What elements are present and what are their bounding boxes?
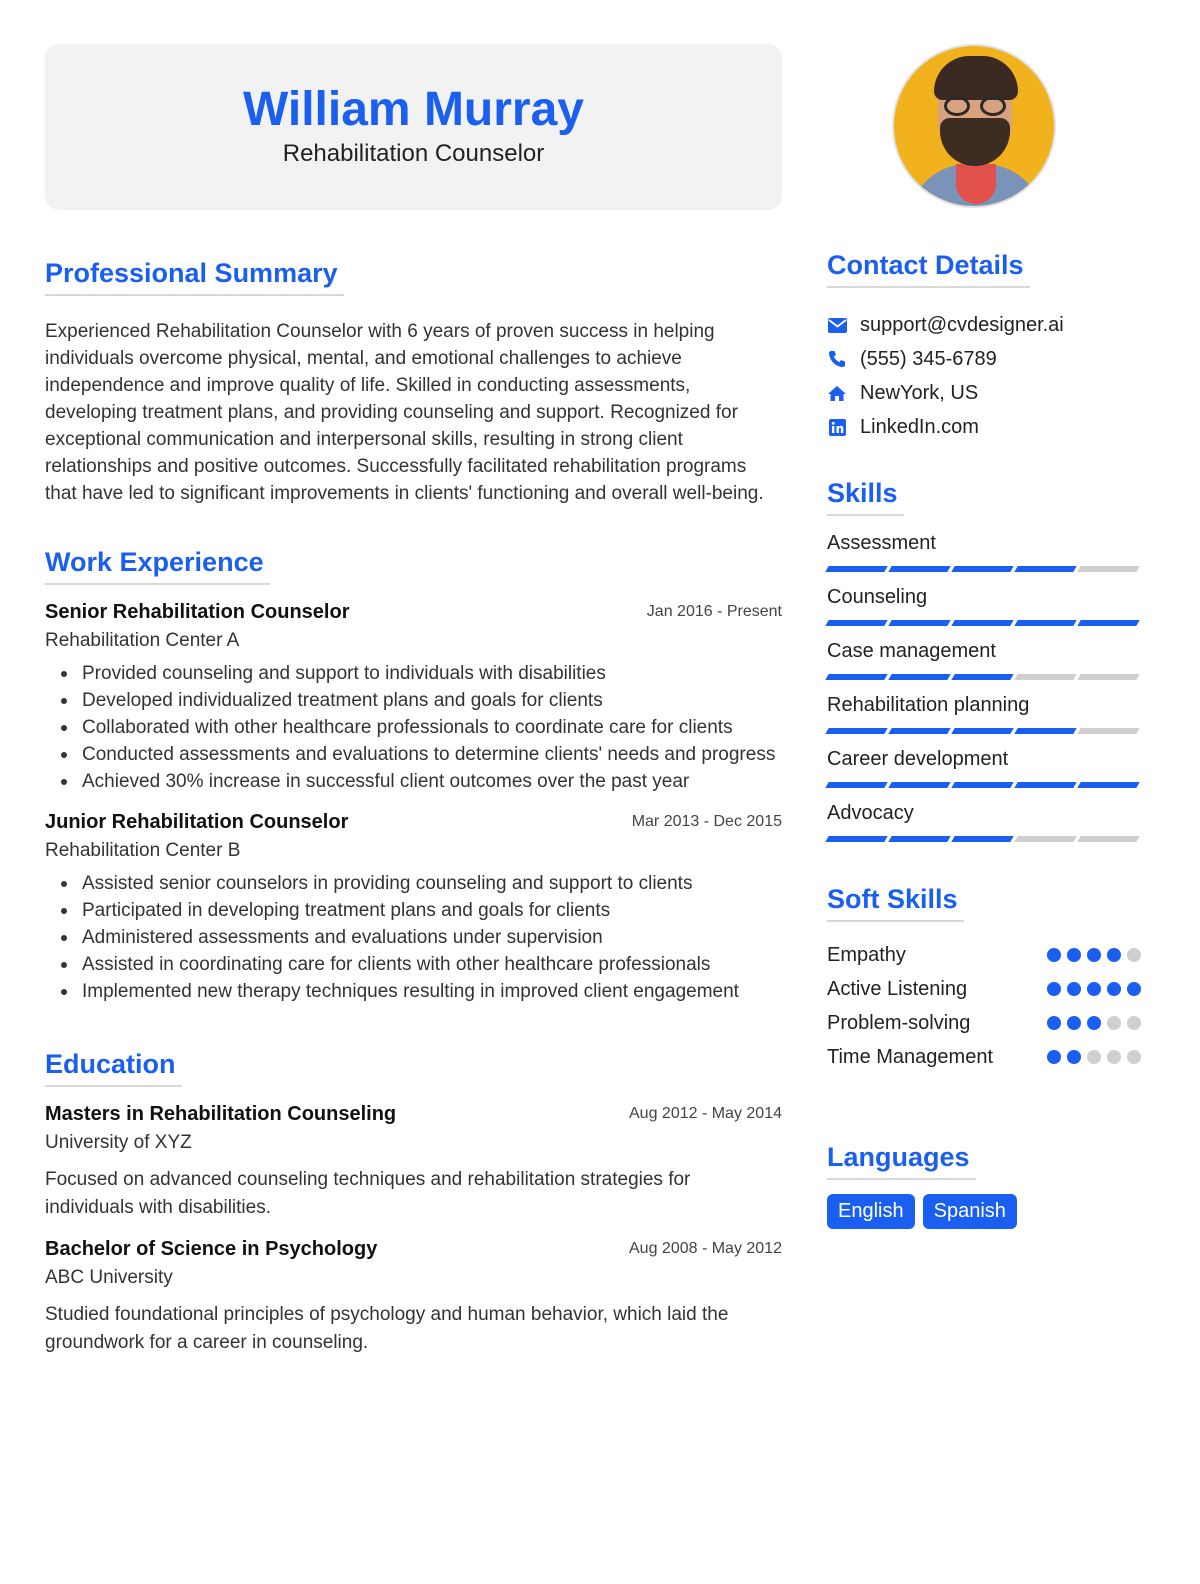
bullet-item: Participated in developing treatment plans and goals for clients (45, 897, 782, 924)
skill-label: Career development (827, 748, 1009, 770)
contact-email-text: support@cvdesigner.ai (860, 313, 1064, 336)
rating-dot (1127, 1016, 1141, 1030)
rating-dot (1047, 948, 1061, 962)
education-entry (45, 1238, 782, 1357)
rating-dot (1087, 982, 1101, 996)
languages-list (827, 1194, 1157, 1229)
soft-skill-item (827, 972, 1157, 1006)
skill-segment (888, 674, 950, 680)
skill-level-bar (827, 674, 1157, 680)
education-description: Focused on advanced counseling techniques and rehabilitation strategies for individuals with disabilities. (45, 1169, 691, 1218)
skill-level-bar (827, 782, 1157, 788)
soft-skill-rating (1047, 1016, 1141, 1030)
skill-segment (951, 566, 1013, 572)
rating-dot (1107, 948, 1121, 962)
soft-skill-rating (1047, 948, 1141, 962)
rating-dot (1087, 1016, 1101, 1030)
skill-label: Case management (827, 640, 996, 662)
job-date: Mar 2013 - Dec 2015 (631, 813, 782, 830)
photo-tee (956, 164, 996, 204)
job-entry (45, 811, 782, 1005)
soft-skill-rating (1047, 982, 1141, 996)
skill-segment (825, 620, 887, 626)
education-date: Aug 2012 - May 2014 (629, 1105, 782, 1122)
skills-title: Skills (827, 478, 904, 516)
skill-segment (1077, 674, 1139, 680)
skill-label: Counseling (827, 586, 928, 608)
candidate-role: Rehabilitation Counselor (282, 140, 545, 167)
soft-skills-title: Soft Skills (827, 884, 964, 922)
rating-dot (1127, 1050, 1141, 1064)
skill-item (827, 748, 1157, 788)
skill-segment (1014, 620, 1076, 626)
rating-dot (1107, 1050, 1121, 1064)
rating-dot (1087, 948, 1101, 962)
contact-linkedin-text: LinkedIn.com (860, 415, 979, 438)
skill-segment (825, 566, 887, 572)
contact-list (827, 308, 1157, 444)
job-entry (45, 601, 782, 795)
contact-location-text: NewYork, US (860, 381, 979, 404)
education-title: Education (45, 1049, 182, 1087)
home-icon (827, 383, 847, 403)
rating-dot (1067, 948, 1081, 962)
contact-linkedin[interactable] (827, 410, 1157, 444)
main-column (45, 44, 782, 1357)
skill-item (827, 694, 1157, 734)
bullet-item: Developed individualized treatment plans and goals for clients (45, 687, 782, 714)
photo-glasses-left (944, 96, 970, 116)
rating-dot (1087, 1050, 1101, 1064)
skill-label: Rehabilitation planning (827, 694, 1030, 716)
skill-segment (1077, 728, 1139, 734)
school-name: University of XYZ (45, 1132, 192, 1153)
school-name: ABC University (45, 1267, 173, 1288)
soft-skill-label: Empathy (827, 943, 906, 966)
bullet-item: Provided counseling and support to individuals with disabilities (45, 660, 782, 687)
skill-level-bar (827, 566, 1157, 572)
bullet-item: Achieved 30% increase in successful client outcomes over the past year (45, 768, 782, 795)
contact-email[interactable] (827, 308, 1157, 342)
soft-skill-label: Time Management (827, 1045, 993, 1068)
job-bullets (45, 870, 782, 1005)
contact-phone[interactable] (827, 342, 1157, 376)
skill-segment (888, 728, 950, 734)
skill-segment (1014, 728, 1076, 734)
rating-dot (1067, 1050, 1081, 1064)
skill-segment (888, 566, 950, 572)
bullet-item: Collaborated with other healthcare professionals to coordinate care for clients (45, 714, 782, 741)
rating-dot (1067, 982, 1081, 996)
skill-segment (951, 674, 1013, 680)
skill-label: Assessment (827, 532, 936, 554)
job-company: Rehabilitation Center A (45, 630, 240, 651)
skill-level-bar (827, 620, 1157, 626)
job-title: Junior Rehabilitation Counselor (45, 811, 349, 833)
skill-level-bar (827, 836, 1157, 842)
bullet-item: Assisted in coordinating care for clients with other healthcare professionals (45, 951, 782, 978)
degree-title: Masters in Rehabilitation Counseling (45, 1103, 397, 1125)
skill-segment (1014, 782, 1076, 788)
skill-segment (951, 620, 1013, 626)
language-tag: Spanish (923, 1194, 1017, 1229)
language-tag: English (827, 1194, 915, 1229)
phone-icon (827, 349, 847, 369)
skill-segment (888, 836, 950, 842)
skill-segment (825, 674, 887, 680)
degree-title: Bachelor of Science in Psychology (45, 1238, 378, 1260)
bullet-item: Assisted senior counselors in providing counseling and support to clients (45, 870, 782, 897)
soft-skill-label: Problem-solving (827, 1011, 971, 1034)
job-date: Jan 2016 - Present (646, 603, 782, 620)
skill-segment (1014, 674, 1076, 680)
skill-segment (825, 836, 887, 842)
skill-segment (1077, 566, 1139, 572)
skill-segment (1077, 782, 1139, 788)
rating-dot (1047, 1016, 1061, 1030)
skill-item (827, 802, 1157, 842)
soft-skill-item (827, 938, 1157, 972)
soft-skill-item (827, 1006, 1157, 1040)
skill-segment (951, 782, 1013, 788)
contact-title: Contact Details (827, 250, 1030, 288)
summary-title: Professional Summary (45, 258, 344, 296)
skill-segment (825, 728, 887, 734)
linkedin-icon (827, 417, 847, 437)
rating-dot (1047, 982, 1061, 996)
rating-dot (1107, 1016, 1121, 1030)
skill-segment (825, 782, 887, 788)
soft-skill-rating (1047, 1050, 1141, 1064)
photo-beard (940, 118, 1010, 166)
soft-skill-item (827, 1040, 1157, 1074)
rating-dot (1127, 948, 1141, 962)
skill-item (827, 640, 1157, 680)
skill-segment (888, 782, 950, 788)
contact-phone-text: (555) 345-6789 (860, 347, 997, 370)
skill-item (827, 586, 1157, 626)
skill-segment (951, 836, 1013, 842)
skill-level-bar (827, 728, 1157, 734)
skill-segment (888, 620, 950, 626)
education-date: Aug 2008 - May 2012 (629, 1240, 782, 1257)
envelope-icon (827, 315, 847, 335)
sidebar (827, 44, 1157, 1229)
header (45, 44, 782, 210)
skill-segment (1014, 566, 1076, 572)
bullet-item: Administered assessments and evaluations under supervision (45, 924, 782, 951)
education-description: Studied foundational principles of psychology and human behavior, which laid the groundwork for a career in counseling. (45, 1304, 729, 1353)
job-title: Senior Rehabilitation Counselor (45, 601, 350, 623)
skill-label: Advocacy (827, 802, 914, 824)
rating-dot (1047, 1050, 1061, 1064)
bullet-item: Conducted assessments and evaluations to determine clients' needs and progress (45, 741, 782, 768)
candidate-name: William Murray (243, 83, 584, 136)
soft-skill-label: Active Listening (827, 977, 968, 1000)
skill-segment (951, 728, 1013, 734)
profile-photo (892, 44, 1056, 208)
summary-text: Experienced Rehabilitation Counselor with 6 years of proven success in helping individuals overcome physical, mental, and emotional challenges to achieve independence and improve quality of life. Skilled in conducting assessments, developing treatment plans, and providing counseling and support. Recognized for exceptional communication and interpersonal skills, resulting in strong client relationships and positive outcomes. Successfully facilitated rehabilitation programs that have led to significant improvements in clients' functioning and overall well-being. (45, 321, 764, 504)
photo-glasses-right (980, 96, 1006, 116)
soft-skills-list (827, 938, 1157, 1074)
languages-title: Languages (827, 1142, 976, 1180)
rating-dot (1127, 982, 1141, 996)
skill-segment (1077, 620, 1139, 626)
photo-hair (934, 56, 1018, 100)
skill-item (827, 532, 1157, 572)
skill-segment (1014, 836, 1076, 842)
education-entry (45, 1103, 782, 1222)
work-title: Work Experience (45, 547, 270, 585)
skills-list (827, 532, 1157, 842)
rating-dot (1107, 982, 1121, 996)
job-company: Rehabilitation Center B (45, 840, 241, 861)
job-bullets (45, 660, 782, 795)
skill-segment (1077, 836, 1139, 842)
contact-location (827, 376, 1157, 410)
bullet-item: Implemented new therapy techniques resulting in improved client engagement (45, 978, 782, 1005)
rating-dot (1067, 1016, 1081, 1030)
